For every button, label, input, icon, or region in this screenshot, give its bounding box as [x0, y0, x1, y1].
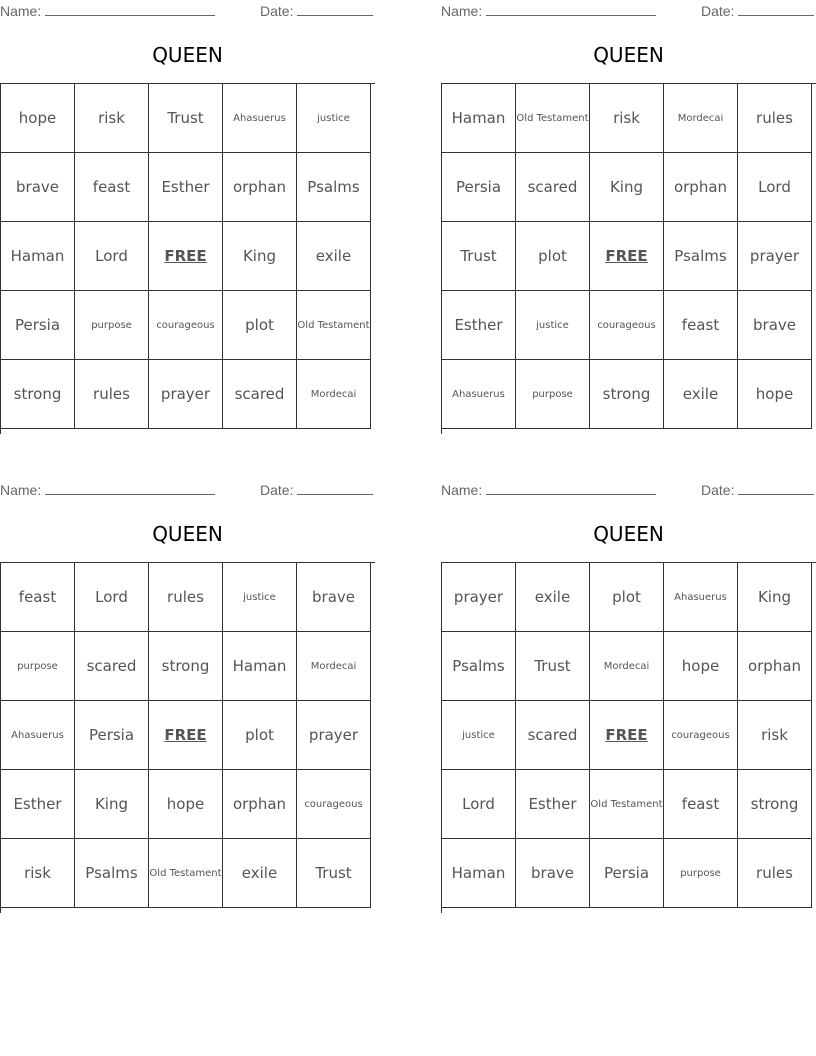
bingo-cell[interactable]: Esther: [149, 153, 223, 222]
bingo-grid: [441, 562, 816, 913]
name-blank-line: [45, 2, 215, 16]
bingo-cell[interactable]: prayer: [738, 222, 812, 291]
bingo-cell[interactable]: exile: [516, 563, 590, 632]
bingo-cell[interactable]: strong: [149, 632, 223, 701]
name-date-row: [441, 2, 816, 20]
bingo-cell[interactable]: justice: [516, 291, 590, 360]
name-field[interactable]: [441, 481, 656, 498]
bingo-cell[interactable]: exile: [297, 222, 371, 291]
bingo-cell[interactable]: purpose: [516, 360, 590, 429]
card-title: QUEEN: [152, 522, 223, 546]
bingo-cell[interactable]: scared: [516, 701, 590, 770]
bingo-cell[interactable]: brave: [516, 839, 590, 908]
bingo-cell[interactable]: exile: [664, 360, 738, 429]
bingo-cell[interactable]: justice: [297, 84, 371, 153]
bingo-cell[interactable]: Esther: [516, 770, 590, 839]
bingo-cell[interactable]: Trust: [297, 839, 371, 908]
bingo-cell[interactable]: strong: [1, 360, 75, 429]
bingo-cell[interactable]: prayer: [297, 701, 371, 770]
name-label: Name:: [0, 482, 42, 498]
name-field[interactable]: [0, 2, 215, 19]
bingo-cell[interactable]: justice: [442, 701, 516, 770]
bingo-cell[interactable]: Ahasuerus: [1, 701, 75, 770]
bingo-cell[interactable]: courageous: [590, 291, 664, 360]
bingo-cell[interactable]: Esther: [1, 770, 75, 839]
name-label: Name:: [0, 3, 42, 19]
date-label: Date:: [701, 482, 735, 498]
bingo-cell[interactable]: plot: [516, 222, 590, 291]
bingo-cell[interactable]: Haman: [223, 632, 297, 701]
bingo-cell[interactable]: rules: [738, 84, 812, 153]
bingo-cell[interactable]: Psalms: [442, 632, 516, 701]
bingo-cell[interactable]: justice: [223, 563, 297, 632]
bingo-cell[interactable]: Mordecai: [297, 632, 371, 701]
bingo-cell[interactable]: purpose: [75, 291, 149, 360]
bingo-cell[interactable]: courageous: [664, 701, 738, 770]
bingo-cell[interactable]: Lord: [75, 222, 149, 291]
name-blank-line: [486, 481, 656, 495]
bingo-cell[interactable]: orphan: [223, 770, 297, 839]
name-date-row: [441, 481, 816, 499]
name-label: Name:: [441, 482, 483, 498]
bingo-cell[interactable]: exile: [223, 839, 297, 908]
bingo-cell[interactable]: hope: [738, 360, 812, 429]
bingo-cell[interactable]: Haman: [442, 839, 516, 908]
bingo-cell[interactable]: strong: [590, 360, 664, 429]
free-space[interactable]: FREE: [590, 701, 664, 770]
name-date-row: [0, 481, 375, 499]
name-field[interactable]: [0, 481, 215, 498]
bingo-cell[interactable]: Haman: [442, 84, 516, 153]
bingo-cell[interactable]: orphan: [664, 153, 738, 222]
date-blank-line: [297, 481, 373, 495]
free-space[interactable]: FREE: [149, 222, 223, 291]
date-label: Date:: [701, 3, 735, 19]
bingo-cell[interactable]: Old Testament: [590, 770, 664, 839]
bingo-cell[interactable]: brave: [1, 153, 75, 222]
bingo-cell[interactable]: Psalms: [297, 153, 371, 222]
name-blank-line: [486, 2, 656, 16]
bingo-cell[interactable]: Persia: [1, 291, 75, 360]
bingo-grid: [0, 83, 375, 434]
bingo-cell[interactable]: hope: [664, 632, 738, 701]
bingo-cell[interactable]: purpose: [664, 839, 738, 908]
bingo-cell[interactable]: hope: [1, 84, 75, 153]
bingo-cell[interactable]: strong: [738, 770, 812, 839]
bingo-cell[interactable]: Trust: [442, 222, 516, 291]
name-field[interactable]: [441, 2, 656, 19]
bingo-cell[interactable]: plot: [223, 291, 297, 360]
bingo-cell[interactable]: rules: [149, 563, 223, 632]
date-field[interactable]: [701, 481, 814, 498]
bingo-cell[interactable]: Mordecai: [590, 632, 664, 701]
free-space[interactable]: FREE: [590, 222, 664, 291]
bingo-cell[interactable]: brave: [738, 291, 812, 360]
free-space[interactable]: FREE: [149, 701, 223, 770]
date-field[interactable]: [260, 481, 373, 498]
bingo-cell[interactable]: Persia: [442, 153, 516, 222]
bingo-cell[interactable]: Lord: [442, 770, 516, 839]
bingo-cell[interactable]: Old Testament: [516, 84, 590, 153]
card-title: QUEEN: [152, 43, 223, 67]
date-field[interactable]: [701, 2, 814, 19]
bingo-cell[interactable]: purpose: [1, 632, 75, 701]
name-blank-line: [45, 481, 215, 495]
bingo-cell[interactable]: King: [75, 770, 149, 839]
bingo-cell[interactable]: Trust: [516, 632, 590, 701]
bingo-cell[interactable]: Mordecai: [664, 84, 738, 153]
bingo-cell[interactable]: Esther: [442, 291, 516, 360]
bingo-cell[interactable]: feast: [75, 153, 149, 222]
card-title: QUEEN: [593, 522, 664, 546]
bingo-cell[interactable]: Psalms: [664, 222, 738, 291]
bingo-cell[interactable]: feast: [664, 770, 738, 839]
bingo-cell[interactable]: risk: [590, 84, 664, 153]
bingo-cell[interactable]: risk: [1, 839, 75, 908]
bingo-cell[interactable]: feast: [1, 563, 75, 632]
bingo-cell[interactable]: scared: [75, 632, 149, 701]
bingo-cell[interactable]: Ahasuerus: [223, 84, 297, 153]
bingo-cell[interactable]: Old Testament: [149, 839, 223, 908]
date-blank-line: [738, 2, 814, 16]
bingo-cell[interactable]: Lord: [738, 153, 812, 222]
name-label: Name:: [441, 3, 483, 19]
bingo-cell[interactable]: prayer: [149, 360, 223, 429]
bingo-cell[interactable]: orphan: [223, 153, 297, 222]
date-field[interactable]: [260, 2, 373, 19]
bingo-cell[interactable]: rules: [75, 360, 149, 429]
bingo-cell[interactable]: scared: [516, 153, 590, 222]
bingo-cell[interactable]: plot: [223, 701, 297, 770]
date-blank-line: [297, 2, 373, 16]
date-label: Date:: [260, 482, 294, 498]
bingo-cell[interactable]: Persia: [590, 839, 664, 908]
card-title: QUEEN: [593, 43, 664, 67]
bingo-cell[interactable]: scared: [223, 360, 297, 429]
bingo-cell[interactable]: Haman: [1, 222, 75, 291]
bingo-grid: [441, 83, 816, 434]
bingo-cell[interactable]: plot: [590, 563, 664, 632]
bingo-cell[interactable]: Old Testament: [297, 291, 371, 360]
bingo-cell[interactable]: brave: [297, 563, 371, 632]
bingo-cell[interactable]: courageous: [297, 770, 371, 839]
bingo-cell[interactable]: King: [738, 563, 812, 632]
bingo-cell[interactable]: Ahasuerus: [442, 360, 516, 429]
bingo-cell[interactable]: Psalms: [75, 839, 149, 908]
date-label: Date:: [260, 3, 294, 19]
bingo-cell[interactable]: feast: [664, 291, 738, 360]
bingo-cell[interactable]: King: [590, 153, 664, 222]
date-blank-line: [738, 481, 814, 495]
bingo-cell[interactable]: orphan: [738, 632, 812, 701]
name-date-row: [0, 2, 375, 20]
bingo-cell[interactable]: Mordecai: [297, 360, 371, 429]
bingo-cell[interactable]: King: [223, 222, 297, 291]
bingo-cell[interactable]: hope: [149, 770, 223, 839]
bingo-cell[interactable]: Trust: [149, 84, 223, 153]
bingo-cell[interactable]: risk: [75, 84, 149, 153]
bingo-cell[interactable]: Persia: [75, 701, 149, 770]
bingo-cell[interactable]: prayer: [442, 563, 516, 632]
bingo-cell[interactable]: Lord: [75, 563, 149, 632]
bingo-grid: [0, 562, 375, 913]
bingo-cell[interactable]: rules: [738, 839, 812, 908]
bingo-cell[interactable]: courageous: [149, 291, 223, 360]
bingo-cell[interactable]: Ahasuerus: [664, 563, 738, 632]
bingo-cell[interactable]: risk: [738, 701, 812, 770]
